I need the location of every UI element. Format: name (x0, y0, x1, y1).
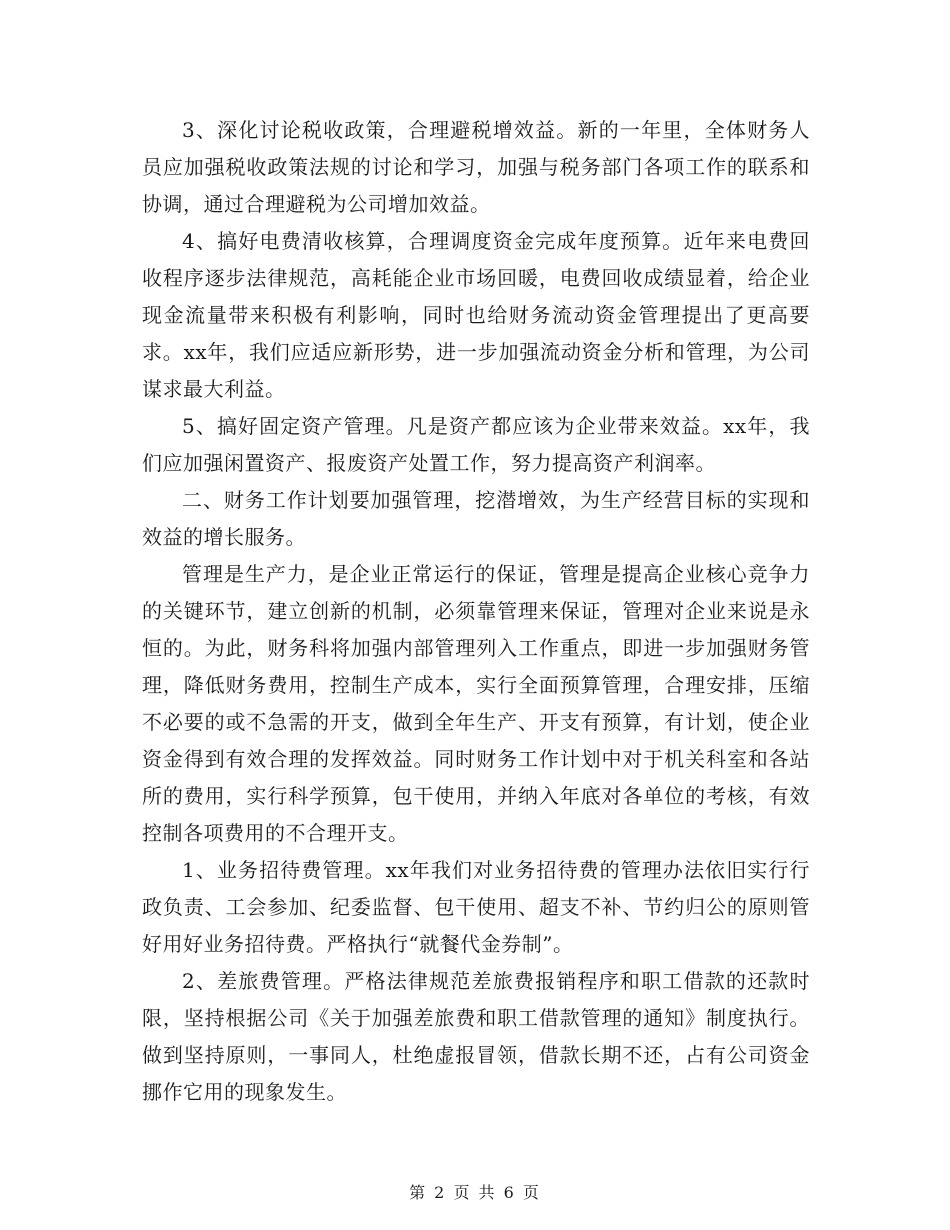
section-heading-management: 二、财务工作计划要加强管理，挖潜增效，为生产经营目标的实现和效益的增长服务。 (142, 488, 810, 549)
paragraph-tax-policy: 3、深化讨论税收政策，合理避税增效益。新的一年里，全体财务人员应加强税收政策法规的讨论和学习，加强与税务部门各项工作的联系和协调，通过合理避税为公司增加效益。 (142, 118, 810, 216)
page-footer (0, 1180, 950, 1203)
paragraph-management: 管理是生产力，是企业正常运行的保证，管理是提高企业核心竞争力的关键环节，建立创新的机制，必须靠管理来保证，管理对企业来说是永恒的。为此，财务科将加强内部管理列入工作重点，即进一步加强财务管理，降低财务费用，控制生产成本，实行全面预算管理，合理安排，压缩不必要的或不急需的开支，做到全年生产、开支有预算，有计划，使企业资金得到有效合理的发挥效益。同时财务工作计划中对于机关科室和各站所的费用，实行科学预算，包干使用，并纳入年底对各单位的考核，有效控制各项费用的不合理开支。 (142, 562, 810, 845)
paragraph-entertainment-expenses: 1、业务招待费管理。xx年我们对业务招待费的管理办法依旧实行行政负责、工会参加、纪委监督、包干使用、超支不补、节约归公的原则管好用好业务招待费。严格执行“就餐代金券制”。 (142, 858, 810, 956)
document-body (142, 112, 810, 1111)
page-number: 第 2 页 共 6 页 (409, 1183, 541, 1202)
paragraph-travel-expenses: 2、差旅费管理。严格法律规范差旅费报销程序和职工借款的还款时限，坚持根据公司《关于加强差旅费和职工借款管理的通知》制度执行。做到坚持原则，一事同人，杜绝虚报冒领，借款长期不还，占有公司资金挪作它用的现象发生。 (142, 969, 810, 1104)
paragraph-electricity-fees: 4、搞好电费清收核算，合理调度资金完成年度预算。近年来电费回收程序逐步法律规范，高耗能企业市场回暖，电费回收成绩显着，给企业现金流量带来积极有利影响，同时也给财务流动资金管理提出了更高要求。xx年，我们应适应新形势，进一步加强流动资金分析和管理，为公司谋求最大利益。 (142, 229, 810, 401)
paragraph-fixed-assets: 5、搞好固定资产管理。凡是资产都应该为企业带来效益。xx年，我们应加强闲置资产、报废资产处置工作，努力提高资产利润率。 (142, 414, 810, 475)
